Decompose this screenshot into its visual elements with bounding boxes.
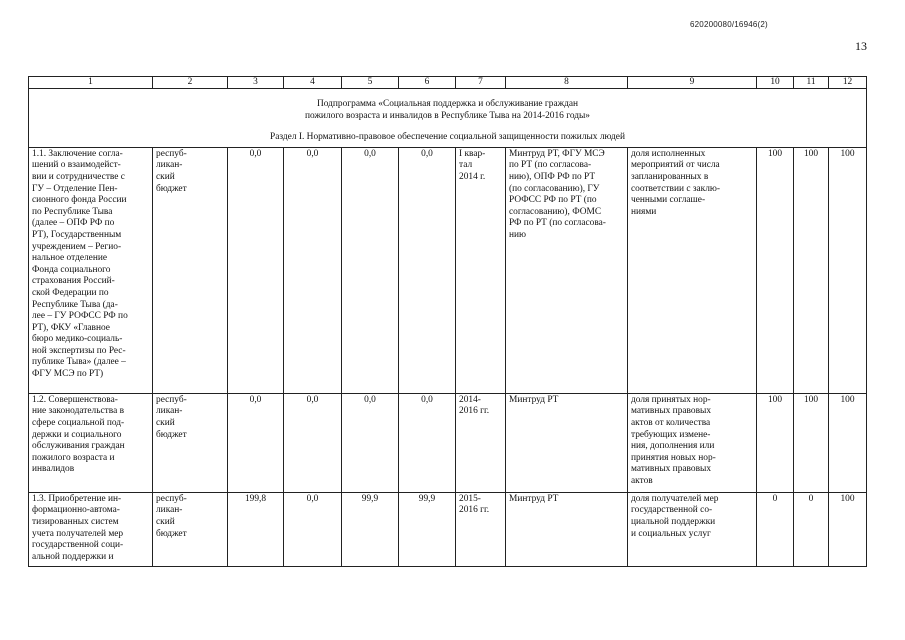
cell-line: шений о взаимодейст-	[32, 160, 121, 171]
cell-line: альной поддержки и	[32, 551, 114, 562]
cell-line: ской Федерации по	[32, 287, 109, 298]
cell-line: государственной со-	[631, 505, 713, 516]
funding-source-cell	[153, 147, 228, 393]
measure-name-cell	[29, 393, 153, 492]
cell-line: циальной поддержки	[631, 516, 716, 527]
cell-line: страхования Россий-	[32, 276, 115, 287]
column-number: 10	[757, 77, 794, 89]
column-number: 3	[228, 77, 284, 89]
cell-line: мероприятий от числа	[631, 160, 720, 171]
cell-line: учреждением – Регио-	[32, 241, 122, 252]
cell-line: 2014-	[459, 394, 481, 405]
cell-line: бюро медико-социаль-	[32, 334, 123, 345]
document-id: 620200080/16946(2)	[690, 20, 768, 29]
term-cell	[456, 492, 506, 566]
cell-line: РТ), ФКУ «Главное	[32, 322, 110, 333]
executor-cell	[506, 147, 628, 393]
cell-line: доля принятых нор-	[631, 394, 711, 405]
amount-2014-cell: 0,0	[284, 492, 342, 566]
cell-line: держки и социального	[32, 429, 122, 440]
indicator-cell	[628, 147, 757, 393]
cell-line: обслуживания граждан	[32, 441, 125, 452]
cell-line: тизированных систем	[32, 516, 119, 527]
amount-total-cell: 199,8	[228, 492, 284, 566]
cell-line: соответствии с заклю-	[631, 183, 721, 194]
amount-2014-cell: 0,0	[284, 147, 342, 393]
cell-line: учета получателей мер	[32, 528, 124, 539]
executor-cell	[506, 492, 628, 566]
column-number: 11	[794, 77, 829, 89]
cell-line: пожилого возраста и	[32, 452, 115, 463]
cell-line: 2016 гг.	[459, 406, 490, 417]
indicator-2015-cell: 100	[794, 147, 829, 393]
cell-line: ский	[156, 516, 175, 527]
cell-line: Минтруд РТ	[509, 493, 559, 504]
cell-line: РТ), Государственным	[32, 229, 122, 240]
cell-line: ной экспертизы по Рес-	[32, 345, 126, 356]
cell-line: ликан-	[156, 505, 183, 516]
cell-line: ский	[156, 171, 175, 182]
cell-line: нию	[509, 229, 527, 240]
cell-line: ФГУ МСЭ по РТ)	[32, 369, 104, 380]
cell-line: Минтруд РТ, ФГУ МСЭ	[509, 148, 605, 159]
subprogram-title-row	[29, 89, 867, 148]
table-row	[29, 393, 867, 492]
cell-line: респуб-	[156, 394, 187, 405]
subprogram-title-cell	[29, 89, 867, 148]
column-number: 9	[628, 77, 757, 89]
amount-total-cell: 0,0	[228, 147, 284, 393]
indicator-2015-cell: 100	[794, 393, 829, 492]
indicator-2016-cell: 100	[829, 393, 867, 492]
cell-line: тал	[459, 160, 473, 171]
column-number: 4	[284, 77, 342, 89]
cell-line: государственной соци-	[32, 540, 124, 551]
program-table	[28, 76, 867, 567]
cell-line: вии и сотрудничестве с	[32, 171, 125, 182]
funding-source-cell	[153, 393, 228, 492]
cell-line: 1.3. Приобретение ин-	[32, 493, 122, 504]
cell-line: согласованию), ФОМС	[509, 206, 602, 217]
cell-line: актов от количества	[631, 417, 711, 428]
column-number: 5	[342, 77, 399, 89]
cell-line: 1.1. Заключение согла-	[32, 148, 123, 159]
indicator-2014-cell: 100	[757, 393, 794, 492]
cell-line: сионного фонда России	[32, 195, 127, 206]
cell-line: нию), ОПФ РФ по РТ	[509, 171, 596, 182]
cell-line: респуб-	[156, 148, 187, 159]
section-title: Раздел I. Нормативно-правовое обеспечение социальной защищенности пожилых людей	[270, 132, 625, 143]
cell-line: запланированных в	[631, 171, 709, 182]
cell-line: ние законодательства в	[32, 406, 124, 417]
cell-line: ликан-	[156, 406, 183, 417]
cell-line: доля получателей мер	[631, 493, 719, 504]
cell-line: 2016 гг.	[459, 505, 490, 516]
cell-line: РФ по РТ (по согласова-	[509, 218, 606, 229]
cell-line: инвалидов	[32, 464, 75, 475]
cell-line: ченными соглаше-	[631, 195, 706, 206]
cell-line: бюджет	[156, 183, 187, 194]
cell-line: требующих измене-	[631, 429, 711, 440]
amount-2014-cell: 0,0	[284, 393, 342, 492]
cell-line: Минтруд РТ	[509, 394, 559, 405]
amount-2016-cell: 0,0	[399, 147, 456, 393]
cell-line: мативных правовых	[631, 464, 712, 475]
subprogram-title-line: пожилого возраста и инвалидов в Республике Тыва на 2014-2016 годы»	[304, 110, 590, 121]
cell-line: ликан-	[156, 160, 183, 171]
executor-cell	[506, 393, 628, 492]
column-number: 1	[29, 77, 153, 89]
amount-2015-cell: 99,9	[342, 492, 399, 566]
cell-line: респуб-	[156, 493, 187, 504]
cell-line: Республике Тыва (да-	[32, 299, 118, 310]
cell-line: 1.2. Совершенствова-	[32, 394, 118, 405]
column-number: 6	[399, 77, 456, 89]
cell-line: лее – ГУ РОФСС РФ по	[32, 311, 128, 322]
cell-line: I квар-	[459, 148, 486, 159]
column-number-row	[29, 77, 867, 89]
measure-name-cell	[29, 147, 153, 393]
column-number: 7	[456, 77, 506, 89]
table-row	[29, 147, 867, 393]
page-number: 13	[855, 39, 867, 53]
cell-line: формационно-автома-	[32, 505, 120, 516]
cell-line: мативных правовых	[631, 406, 712, 417]
funding-source-cell	[153, 492, 228, 566]
amount-2015-cell: 0,0	[342, 393, 399, 492]
cell-line: доля исполненных	[631, 148, 706, 159]
amount-total-cell: 0,0	[228, 393, 284, 492]
cell-line: актов	[631, 475, 653, 486]
cell-line: по Республике Тыва	[32, 206, 113, 217]
cell-line: нальное отделение	[32, 253, 108, 264]
cell-line: бюджет	[156, 528, 187, 539]
term-cell	[456, 147, 506, 393]
amount-2016-cell: 99,9	[399, 492, 456, 566]
cell-line: ния, дополнения или	[631, 441, 715, 452]
cell-line: Фонда социального	[32, 264, 111, 275]
cell-line: 2015-	[459, 493, 481, 504]
column-number: 12	[829, 77, 867, 89]
cell-line: публике Тыва» (далее –	[32, 357, 126, 368]
term-cell	[456, 393, 506, 492]
indicator-2014-cell: 100	[757, 147, 794, 393]
cell-line: (по согласованию), ГУ	[509, 183, 600, 194]
indicator-cell	[628, 492, 757, 566]
table-row	[29, 492, 867, 566]
column-number: 2	[153, 77, 228, 89]
cell-line: ГУ – Отделение Пен-	[32, 183, 118, 194]
cell-line: по РТ (по согласова-	[509, 160, 592, 171]
amount-2016-cell: 0,0	[399, 393, 456, 492]
indicator-cell	[628, 393, 757, 492]
cell-line: сфере социальной под-	[32, 417, 125, 428]
indicator-2016-cell: 100	[829, 492, 867, 566]
cell-line: ский	[156, 417, 175, 428]
indicator-2015-cell: 0	[794, 492, 829, 566]
indicator-2016-cell: 100	[829, 147, 867, 393]
cell-line: (далее – ОПФ РФ по	[32, 218, 115, 229]
cell-line: 2014 г.	[459, 171, 486, 182]
cell-line: РОФСС РФ по РТ (по	[509, 195, 597, 206]
amount-2015-cell: 0,0	[342, 147, 399, 393]
column-number: 8	[506, 77, 628, 89]
cell-line: бюджет	[156, 429, 187, 440]
cell-line: принятия новых нор-	[631, 452, 716, 463]
cell-line: ниями	[631, 206, 657, 217]
measure-name-cell	[29, 492, 153, 566]
subprogram-title-line: Подпрограмма «Социальная поддержка и обслуживание граждан	[316, 99, 579, 109]
cell-line: и социальных услуг	[631, 528, 711, 539]
indicator-2014-cell: 0	[757, 492, 794, 566]
